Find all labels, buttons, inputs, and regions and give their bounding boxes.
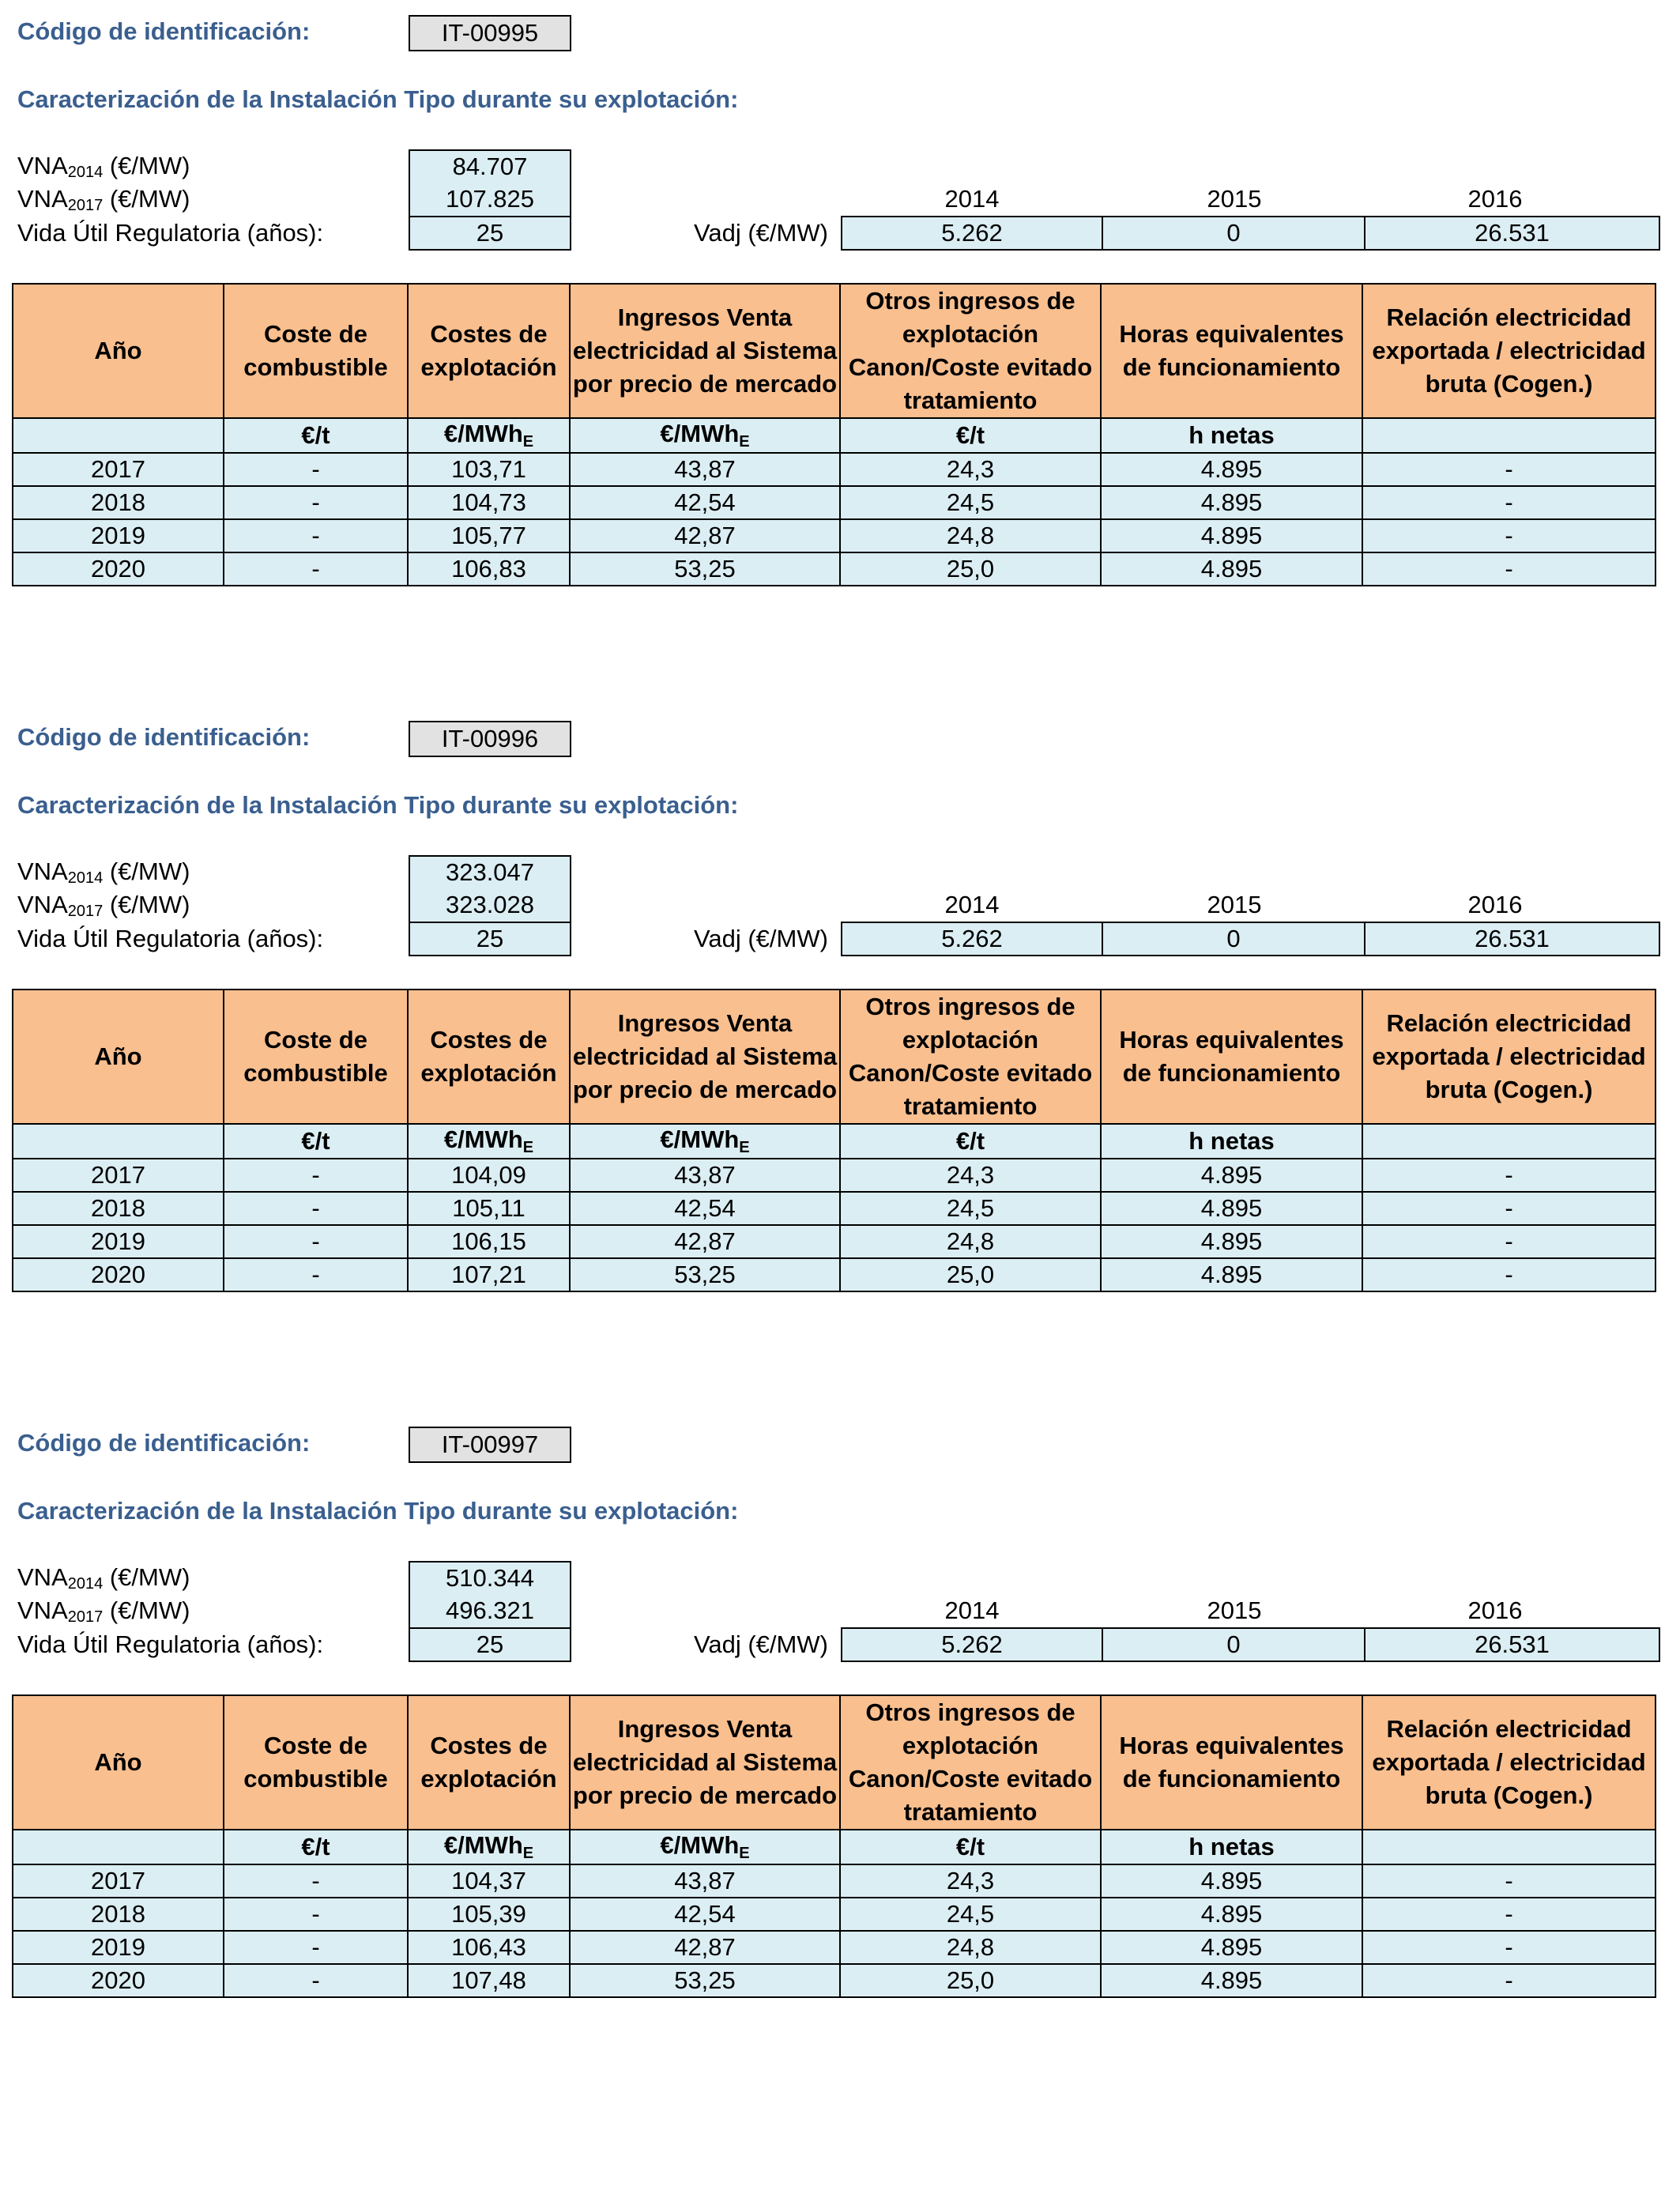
cell-coste-combustible: - (224, 486, 408, 519)
table-row (13, 519, 1656, 552)
cell-ingresos-venta: 42,54 (570, 486, 840, 519)
cell-ano: 2020 (13, 552, 224, 586)
cell-coste-combustible: - (224, 453, 408, 486)
vadj-values (841, 1627, 1660, 1662)
cell-costes-explotacion: 103,71 (408, 453, 570, 486)
unit-otros-ingresos: €/t (840, 1124, 1101, 1159)
unit-horas-equivalentes: h netas (1101, 1124, 1362, 1159)
vadj-year-2014: 2014 (944, 1596, 1000, 1624)
codigo-value: IT-00997 (409, 1427, 571, 1463)
codigo-label: Código de identificación: (17, 17, 311, 45)
cell-relacion-electricidad: - (1362, 486, 1656, 519)
vadj-label: Vadj (€/MW) (694, 1630, 828, 1658)
col-header-relacion-electricidad: Relación electricidad exportada / electricidad bruta (Cogen.) (1362, 284, 1656, 418)
installation-block-1 (0, 0, 1680, 632)
cell-relacion-electricidad: - (1362, 453, 1656, 486)
cell-costes-explotacion: 105,77 (408, 519, 570, 552)
cell-relacion-electricidad: - (1362, 1159, 1656, 1192)
col-header-costes-explotacion: Costes de explotación (408, 284, 570, 418)
cell-coste-combustible: - (224, 1931, 408, 1964)
cell-horas-equivalentes: 4.895 (1101, 519, 1362, 552)
col-header-horas-equivalentes: Horas equivalentes de funcionamiento (1101, 1695, 1362, 1830)
cell-ingresos-venta: 42,54 (570, 1898, 840, 1931)
vadj-year-2016: 2016 (1467, 185, 1523, 213)
cell-coste-combustible: - (224, 1258, 408, 1291)
cell-horas-equivalentes: 4.895 (1101, 1258, 1362, 1291)
cell-ano: 2018 (13, 1192, 224, 1225)
vadj-2014-value: 5.262 (842, 217, 1103, 249)
vadj-year-2014: 2014 (944, 185, 1000, 213)
cell-costes-explotacion: 106,15 (408, 1225, 570, 1258)
vna2014-label: VNA2014 (€/MW) (17, 152, 190, 181)
vadj-label: Vadj (€/MW) (694, 219, 828, 247)
unit-ano (13, 1830, 224, 1864)
unit-relacion-electricidad (1362, 418, 1656, 453)
cell-horas-equivalentes: 4.895 (1101, 1898, 1362, 1931)
cell-horas-equivalentes: 4.895 (1101, 552, 1362, 586)
cell-ano: 2017 (13, 453, 224, 486)
installation-block-3 (0, 1412, 1680, 2044)
explotacion-table (12, 1695, 1656, 1998)
cell-ano: 2019 (13, 519, 224, 552)
cell-ano: 2018 (13, 1898, 224, 1931)
cell-ano: 2020 (13, 1964, 224, 1997)
cell-costes-explotacion: 105,11 (408, 1192, 570, 1225)
cell-relacion-electricidad: - (1362, 1931, 1656, 1964)
col-header-horas-equivalentes: Horas equivalentes de funcionamiento (1101, 284, 1362, 418)
col-header-ano: Año (13, 990, 224, 1124)
cell-ingresos-venta: 42,87 (570, 519, 840, 552)
vadj-2015-value: 0 (1103, 217, 1365, 249)
caracterizacion-label: Caracterización de la Instalación Tipo durante su explotación: (17, 85, 739, 113)
vadj-year-2015: 2015 (1207, 891, 1262, 918)
table-row (13, 1964, 1656, 1997)
table-body (13, 453, 1656, 586)
col-header-costes-explotacion: Costes de explotación (408, 990, 570, 1124)
cell-costes-explotacion: 104,37 (408, 1864, 570, 1898)
col-header-coste-combustible: Coste de combustible (224, 990, 408, 1124)
vadj-2014-value: 5.262 (842, 1629, 1103, 1661)
cell-otros-ingresos: 24,3 (840, 1159, 1101, 1192)
cell-coste-combustible: - (224, 1964, 408, 1997)
unit-coste-combustible: €/t (224, 1124, 408, 1159)
cell-costes-explotacion: 104,73 (408, 486, 570, 519)
vna2017-label: VNA2017 (€/MW) (17, 1596, 190, 1626)
table-body (13, 1864, 1656, 1997)
cell-ingresos-venta: 42,87 (570, 1931, 840, 1964)
cell-coste-combustible: - (224, 1864, 408, 1898)
installation-block-2 (0, 706, 1680, 1338)
vna2017-label: VNA2017 (€/MW) (17, 185, 190, 214)
vadj-2014-value: 5.262 (842, 923, 1103, 955)
cell-ano: 2017 (13, 1864, 224, 1898)
col-header-relacion-electricidad: Relación electricidad exportada / electricidad bruta (Cogen.) (1362, 990, 1656, 1124)
cell-relacion-electricidad: - (1362, 1864, 1656, 1898)
vna2014-value: 323.047 (409, 855, 571, 890)
vadj-label: Vadj (€/MW) (694, 925, 828, 952)
explotacion-table (12, 989, 1656, 1292)
codigo-label: Código de identificación: (17, 1429, 311, 1457)
cell-ano: 2019 (13, 1225, 224, 1258)
cell-horas-equivalentes: 4.895 (1101, 453, 1362, 486)
cell-otros-ingresos: 24,5 (840, 1898, 1101, 1931)
cell-horas-equivalentes: 4.895 (1101, 1159, 1362, 1192)
col-header-coste-combustible: Coste de combustible (224, 284, 408, 418)
cell-ano: 2017 (13, 1159, 224, 1192)
cell-otros-ingresos: 24,8 (840, 1225, 1101, 1258)
cell-ingresos-venta: 42,87 (570, 1225, 840, 1258)
vadj-2016-value: 26.531 (1365, 1629, 1659, 1661)
unit-costes-explotacion: €/MWh$_E$ (408, 418, 570, 453)
vida-util-value: 25 (409, 922, 571, 956)
vadj-2016-value: 26.531 (1365, 923, 1659, 955)
cell-costes-explotacion: 107,21 (408, 1258, 570, 1291)
cell-ingresos-venta: 43,87 (570, 1159, 840, 1192)
table-row (13, 1192, 1656, 1225)
vadj-2016-value: 26.531 (1365, 217, 1659, 249)
vadj-values (841, 216, 1660, 251)
col-header-horas-equivalentes: Horas equivalentes de funcionamiento (1101, 990, 1362, 1124)
cell-otros-ingresos: 24,5 (840, 486, 1101, 519)
cell-ingresos-venta: 42,54 (570, 1192, 840, 1225)
unit-relacion-electricidad (1362, 1124, 1656, 1159)
col-header-otros-ingresos: Otros ingresos de explotación Canon/Coste evitado tratamiento (840, 990, 1101, 1124)
unit-costes-explotacion: €/MWh$_E$ (408, 1830, 570, 1864)
vida-util-value: 25 (409, 216, 571, 251)
cell-costes-explotacion: 105,39 (408, 1898, 570, 1931)
unit-otros-ingresos: €/t (840, 1830, 1101, 1864)
cell-otros-ingresos: 25,0 (840, 552, 1101, 586)
explotacion-table (12, 283, 1656, 586)
cell-horas-equivalentes: 4.895 (1101, 1225, 1362, 1258)
cell-relacion-electricidad: - (1362, 1258, 1656, 1291)
unit-coste-combustible: €/t (224, 1830, 408, 1864)
cell-ingresos-venta: 43,87 (570, 453, 840, 486)
cell-coste-combustible: - (224, 1159, 408, 1192)
vna2017-value: 496.321 (409, 1594, 571, 1629)
cell-relacion-electricidad: - (1362, 519, 1656, 552)
table-row (13, 552, 1656, 586)
col-header-otros-ingresos: Otros ingresos de explotación Canon/Coste evitado tratamiento (840, 1695, 1101, 1830)
caracterizacion-label: Caracterización de la Instalación Tipo durante su explotación: (17, 1497, 739, 1525)
cell-relacion-electricidad: - (1362, 1192, 1656, 1225)
cell-relacion-electricidad: - (1362, 1964, 1656, 1997)
vadj-year-2015: 2015 (1207, 1596, 1262, 1624)
vadj-values (841, 922, 1660, 956)
col-header-ingresos-venta: Ingresos Venta electricidad al Sistema por precio de mercado (570, 990, 840, 1124)
cell-otros-ingresos: 24,3 (840, 1864, 1101, 1898)
col-header-otros-ingresos: Otros ingresos de explotación Canon/Coste evitado tratamiento (840, 284, 1101, 418)
cell-costes-explotacion: 107,48 (408, 1964, 570, 1997)
table-row (13, 486, 1656, 519)
col-header-costes-explotacion: Costes de explotación (408, 1695, 570, 1830)
table-row (13, 1225, 1656, 1258)
vna2014-label: VNA2014 (€/MW) (17, 1563, 190, 1593)
codigo-value: IT-00996 (409, 721, 571, 757)
vida-util-label: Vida Útil Regulatoria (años): (17, 925, 324, 952)
unit-ingresos-venta: €/MWh$_E$ (570, 1830, 840, 1864)
cell-coste-combustible: - (224, 519, 408, 552)
unit-relacion-electricidad (1362, 1830, 1656, 1864)
unit-ano (13, 1124, 224, 1159)
caracterizacion-label: Caracterización de la Instalación Tipo durante su explotación: (17, 791, 739, 819)
cell-ingresos-venta: 43,87 (570, 1864, 840, 1898)
unit-ingresos-venta: €/MWh$_E$ (570, 1124, 840, 1159)
codigo-value: IT-00995 (409, 15, 571, 51)
cell-horas-equivalentes: 4.895 (1101, 486, 1362, 519)
cell-otros-ingresos: 24,3 (840, 453, 1101, 486)
unit-ano (13, 418, 224, 453)
unit-costes-explotacion: €/MWh$_E$ (408, 1124, 570, 1159)
cell-otros-ingresos: 24,8 (840, 519, 1101, 552)
vida-util-label: Vida Útil Regulatoria (años): (17, 219, 324, 247)
col-header-coste-combustible: Coste de combustible (224, 1695, 408, 1830)
vida-util-value: 25 (409, 1627, 571, 1662)
cell-otros-ingresos: 24,8 (840, 1931, 1101, 1964)
vadj-year-2015: 2015 (1207, 185, 1262, 213)
cell-horas-equivalentes: 4.895 (1101, 1964, 1362, 1997)
table-row (13, 1898, 1656, 1931)
cell-relacion-electricidad: - (1362, 552, 1656, 586)
cell-coste-combustible: - (224, 552, 408, 586)
col-header-relacion-electricidad: Relación electricidad exportada / electricidad bruta (Cogen.) (1362, 1695, 1656, 1830)
cell-horas-equivalentes: 4.895 (1101, 1931, 1362, 1964)
cell-coste-combustible: - (224, 1898, 408, 1931)
cell-costes-explotacion: 106,83 (408, 552, 570, 586)
vida-util-label: Vida Útil Regulatoria (años): (17, 1630, 324, 1658)
col-header-ano: Año (13, 284, 224, 418)
cell-costes-explotacion: 104,09 (408, 1159, 570, 1192)
table-row (13, 1864, 1656, 1898)
cell-horas-equivalentes: 4.895 (1101, 1864, 1362, 1898)
table-body (13, 1159, 1656, 1291)
cell-coste-combustible: - (224, 1225, 408, 1258)
cell-coste-combustible: - (224, 1192, 408, 1225)
vadj-year-2014: 2014 (944, 891, 1000, 918)
codigo-label: Código de identificación: (17, 723, 311, 751)
col-header-ingresos-venta: Ingresos Venta electricidad al Sistema por precio de mercado (570, 284, 840, 418)
unit-ingresos-venta: €/MWh$_E$ (570, 418, 840, 453)
table-row (13, 1931, 1656, 1964)
col-header-ano: Año (13, 1695, 224, 1830)
cell-relacion-electricidad: - (1362, 1225, 1656, 1258)
table-row (13, 1258, 1656, 1291)
cell-ingresos-venta: 53,25 (570, 1964, 840, 1997)
col-header-ingresos-venta: Ingresos Venta electricidad al Sistema por precio de mercado (570, 1695, 840, 1830)
cell-ingresos-venta: 53,25 (570, 1258, 840, 1291)
unit-horas-equivalentes: h netas (1101, 1830, 1362, 1864)
unit-horas-equivalentes: h netas (1101, 418, 1362, 453)
vadj-year-2016: 2016 (1467, 1596, 1523, 1624)
vna2017-label: VNA2017 (€/MW) (17, 891, 190, 920)
cell-ano: 2018 (13, 486, 224, 519)
cell-otros-ingresos: 25,0 (840, 1258, 1101, 1291)
vna2014-label: VNA2014 (€/MW) (17, 858, 190, 887)
vna2014-value: 510.344 (409, 1561, 571, 1596)
cell-ano: 2019 (13, 1931, 224, 1964)
table-row (13, 453, 1656, 486)
vna2017-value: 107.825 (409, 183, 571, 217)
unit-otros-ingresos: €/t (840, 418, 1101, 453)
cell-ingresos-venta: 53,25 (570, 552, 840, 586)
cell-otros-ingresos: 24,5 (840, 1192, 1101, 1225)
table-row (13, 1159, 1656, 1192)
cell-relacion-electricidad: - (1362, 1898, 1656, 1931)
vna2017-value: 323.028 (409, 888, 571, 923)
cell-costes-explotacion: 106,43 (408, 1931, 570, 1964)
vadj-year-2016: 2016 (1467, 891, 1523, 918)
unit-coste-combustible: €/t (224, 418, 408, 453)
vadj-2015-value: 0 (1103, 1629, 1365, 1661)
cell-otros-ingresos: 25,0 (840, 1964, 1101, 1997)
vadj-2015-value: 0 (1103, 923, 1365, 955)
cell-ano: 2020 (13, 1258, 224, 1291)
cell-horas-equivalentes: 4.895 (1101, 1192, 1362, 1225)
vna2014-value: 84.707 (409, 149, 571, 184)
